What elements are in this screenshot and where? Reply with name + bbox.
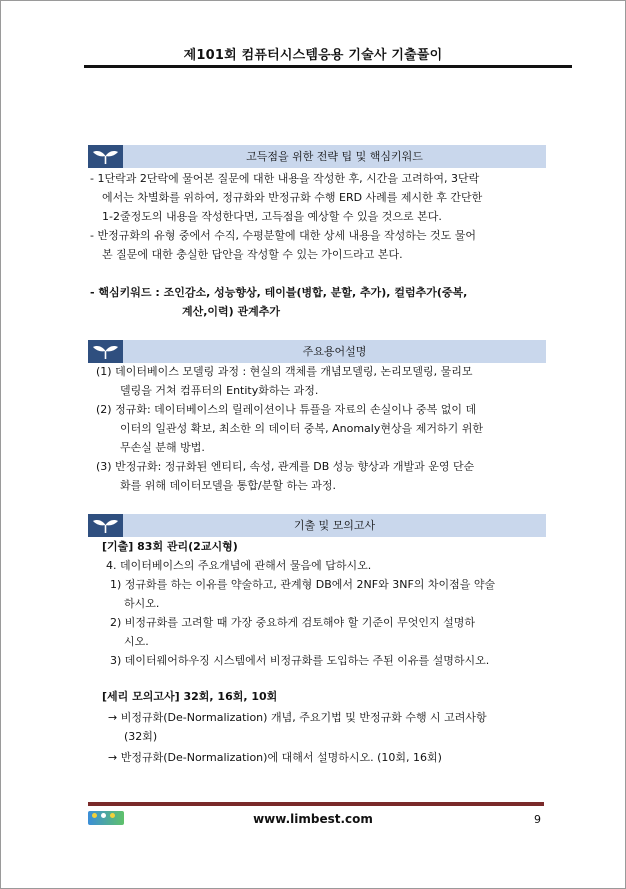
term-line: 무손실 분해 방법. [120, 441, 205, 454]
header-rule [84, 65, 572, 68]
exam-line: 1) 정규화를 하는 이유를 약술하고, 관계형 DB에서 2NF와 3NF의 차이점을 약술 [110, 578, 496, 591]
tips-line: - 반정규화의 유형 중에서 수직, 수평분할에 대한 상세 내용을 작성하는 것도 물어 [90, 229, 476, 242]
section-header-tips [88, 145, 546, 168]
term-line: 델링을 거쳐 컴퓨터의 Entity화하는 과정. [120, 384, 319, 397]
sprout-icon [88, 340, 123, 363]
page-number: 9 [534, 813, 541, 826]
footer-url[interactable]: www.limbest.com [253, 812, 373, 826]
section-header-exams [88, 514, 546, 537]
tips-line: 1-2줄정도의 내용을 작성한다면, 고득점을 예상할 수 있을 것으로 본다. [102, 210, 442, 223]
term-line: (3) 반정규화: 정규화된 엔티티, 속성, 관계를 DB 성능 향상과 개발과 운영 단순 [96, 460, 475, 473]
term-line: (1) 데이터베이스 모델링 과정 : 현실의 객체를 개념모델링, 논리모델링, 물리모 [96, 365, 473, 378]
keywords-line: 계산,이력) 관계추가 [182, 305, 281, 318]
exam-line: 3) 데이터웨어하우징 시스템에서 비정규화를 도입하는 주된 이유를 설명하시오. [110, 654, 490, 667]
mock-exam-heading: [세리 모의고사] 32회, 16회, 10회 [102, 690, 278, 703]
mock-line: → 반정규화(De-Normalization)에 대해서 설명하시오. (10회, 16회) [108, 751, 442, 764]
sprout-icon [88, 145, 123, 168]
section-title-tips: 고득점을 위한 전략 팁 및 핵심키워드 [246, 150, 423, 163]
section-title-exams: 기출 및 모의고사 [293, 519, 376, 532]
page-title: 제101회 컴퓨터시스템응용 기술사 기출풀이 [183, 48, 443, 63]
section-title-terms: 주요용어설명 [302, 345, 367, 358]
section-header-terms [88, 340, 546, 363]
past-exam-heading: [기출] 83회 관리(2교시형) [102, 540, 238, 553]
footer-rule [88, 802, 544, 806]
keywords-line: - 핵심키워드 : 조인감소, 성능향상, 테이블(병합, 분할, 추가), 컬럼추가(중복, [90, 286, 468, 299]
tips-line: 본 질문에 대한 충실한 답안을 작성할 수 있는 가이드라고 본다. [102, 248, 403, 261]
sprout-icon [88, 514, 123, 537]
term-line: 이터의 일관성 확보, 최소한 의 데이터 중복, Anomaly현상을 제거하기 위한 [120, 422, 483, 435]
mock-line: → 비정규화(De-Normalization) 개념, 주요기법 및 반정규화 수행 시 고려사항 [108, 711, 487, 724]
mock-line: (32회) [124, 730, 158, 743]
exam-line: 2) 비정규화를 고려할 때 가장 중요하게 검토해야 할 기준이 무엇인지 설명하 [110, 616, 476, 629]
exam-line: 4. 데이터베이스의 주요개념에 관해서 물음에 답하시오. [106, 559, 372, 572]
tips-line: 에서는 차별화를 위하여, 정규화와 반정규화 수행 ERD 사례를 제시한 후 간단한 [102, 191, 483, 204]
term-line: 화를 위해 데이터모델을 통합/분할 하는 과정. [120, 479, 336, 492]
term-line: (2) 정규화: 데이터베이스의 릴레이션이나 튜플을 자료의 손실이나 중복 없이 데 [96, 403, 477, 416]
exam-line: 시오. [124, 635, 149, 648]
exam-line: 하시오. [124, 597, 160, 610]
tips-line: - 1단락과 2단락에 물어본 질문에 대한 내용을 작성한 후, 시간을 고려하여, 3단락 [90, 172, 480, 185]
